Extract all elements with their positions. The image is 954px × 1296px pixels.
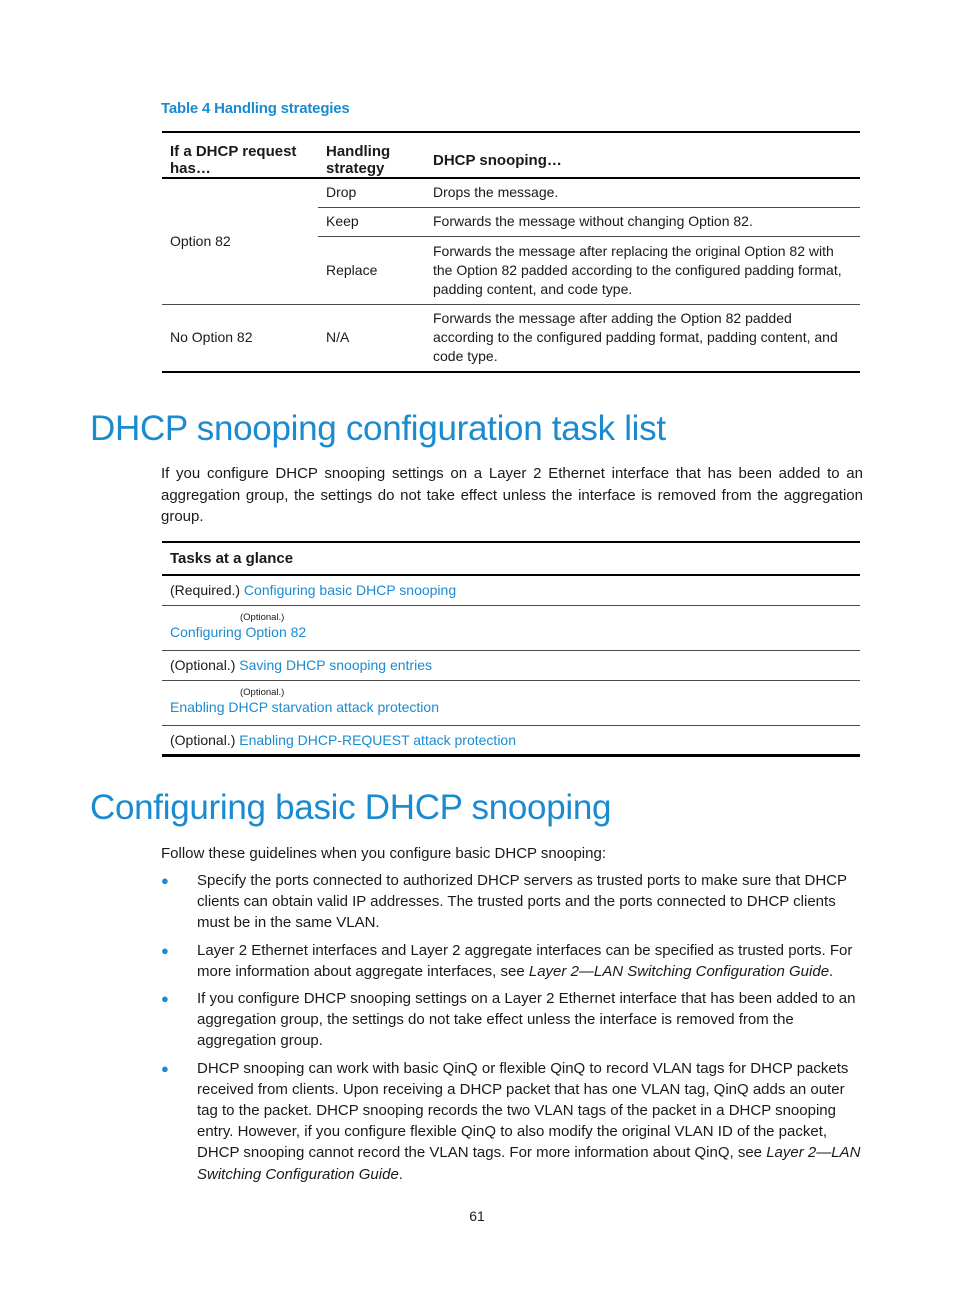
list-item bbox=[161, 940, 863, 982]
guidelines-list bbox=[161, 870, 863, 1191]
guide-reference: Layer 2—LAN Switching Configuration Guide bbox=[528, 962, 830, 980]
task-row bbox=[162, 650, 860, 680]
task-link[interactable]: Enabling DHCP-REQUEST attack protection bbox=[239, 731, 516, 748]
bullet-icon: ● bbox=[161, 991, 169, 1007]
task-row bbox=[162, 575, 860, 605]
section-intro: If you configure DHCP snooping settings on a Layer 2 Ethernet interface that has been added to an aggregation group, the settings do not take effect unless the interface is removed from the aggregation group. bbox=[161, 465, 863, 525]
table-cell: Forwards the message after adding the Option 82 padded according to the configured padding format, padding content, and code type. bbox=[433, 310, 838, 365]
task-row bbox=[162, 680, 860, 725]
table-cell: Drop bbox=[318, 178, 425, 207]
column-header: DHCP snooping… bbox=[425, 132, 860, 178]
bullet-icon: ● bbox=[161, 873, 169, 888]
list-item bbox=[161, 988, 863, 1052]
list-item-text: If you configure DHCP snooping settings on a Layer 2 Ethernet interface that has been added to an aggregation group, the settings do not take effect unless the interface is removed from the aggregation group. bbox=[197, 990, 856, 1050]
handling-strategies-table bbox=[162, 131, 860, 373]
column-header: Handling strategy bbox=[318, 132, 425, 178]
table-row bbox=[162, 304, 860, 372]
task-prefix: (Required.) bbox=[170, 582, 241, 599]
task-cell bbox=[162, 650, 860, 680]
table-cell: Forwards the message without changing Option 82. bbox=[425, 207, 860, 236]
task-link[interactable]: Enabling DHCP starvation attack protection bbox=[170, 699, 439, 715]
list-item-text: DHCP snooping can work with basic QinQ or flexible QinQ to record VLAN tags for DHCP packets received from clients. Upon receiving a DHCP packet that has one VLAN tag, QinQ adds an outer tag to the packet. DHCP snooping records the two VLAN tags of the packet in a DHCP snooping entry. However, if you configure flexible QinQ to also modify the original VLAN ID of the packet, DHCP snooping cannot record the VLAN tags. For more information about QinQ, see bbox=[197, 1059, 849, 1162]
table-cell: Keep bbox=[318, 207, 425, 236]
page-number: 61 bbox=[469, 1208, 485, 1224]
task-prefix: (Optional.) bbox=[240, 612, 285, 623]
task-link[interactable]: Configuring Option 82 bbox=[170, 624, 307, 640]
table-cell: N/A bbox=[326, 329, 350, 346]
list-item bbox=[161, 870, 863, 934]
column-header: If a DHCP request has… bbox=[162, 132, 318, 178]
tasks-table bbox=[162, 541, 860, 757]
task-prefix: (Optional.) bbox=[170, 731, 236, 748]
section-intro: Follow these guidelines when you configure basic DHCP snooping: bbox=[161, 845, 606, 862]
task-cell bbox=[162, 725, 860, 755]
table-row bbox=[162, 178, 860, 207]
bullet-icon: ● bbox=[161, 942, 169, 958]
task-row bbox=[162, 605, 860, 650]
task-prefix: (Optional.) bbox=[240, 687, 285, 698]
task-link[interactable]: Saving DHCP snooping entries bbox=[239, 657, 432, 673]
task-cell bbox=[162, 680, 860, 725]
section-heading: Configuring basic DHCP snooping bbox=[90, 788, 612, 827]
guide-reference: Layer 2—LAN Switching Configuration Guide bbox=[197, 1144, 861, 1183]
table-cell: No Option 82 bbox=[170, 329, 253, 346]
column-header: Tasks at a glance bbox=[162, 542, 860, 575]
list-item-suffix: . bbox=[398, 1165, 403, 1183]
table-header-row bbox=[162, 132, 860, 178]
list-item-text: Layer 2 Ethernet interfaces and Layer 2 aggregate interfaces can be specified as trusted ports. For more information about aggregate interfaces, see bbox=[197, 941, 853, 980]
table-cell: Replace bbox=[318, 236, 425, 304]
table-header-row bbox=[162, 542, 860, 575]
section-heading: DHCP snooping configuration task list bbox=[90, 409, 666, 448]
table-cell: Option 82 bbox=[162, 178, 318, 304]
task-cell bbox=[162, 575, 860, 605]
list-item bbox=[161, 1058, 863, 1185]
list-item-suffix: . bbox=[829, 962, 834, 980]
task-prefix: (Optional.) bbox=[170, 657, 236, 673]
task-cell bbox=[162, 605, 860, 650]
task-link[interactable]: Configuring basic DHCP snooping bbox=[243, 582, 457, 599]
table-cell: Forwards the message after replacing the original Option 82 with the Option 82 padded according to the configured padding format, padding content, and code type. bbox=[425, 236, 860, 304]
table-caption: Table 4 Handling strategies bbox=[161, 100, 350, 117]
task-row bbox=[162, 725, 860, 755]
list-item-text: Specify the ports connected to authorized DHCP servers as trusted ports to make sure that DHCP clients can obtain valid IP addresses. The trusted ports and the ports connected to DHCP clients must be in the same VLAN. bbox=[197, 872, 847, 932]
bullet-icon: ● bbox=[161, 1060, 169, 1076]
table-cell: Drops the message. bbox=[425, 178, 860, 207]
